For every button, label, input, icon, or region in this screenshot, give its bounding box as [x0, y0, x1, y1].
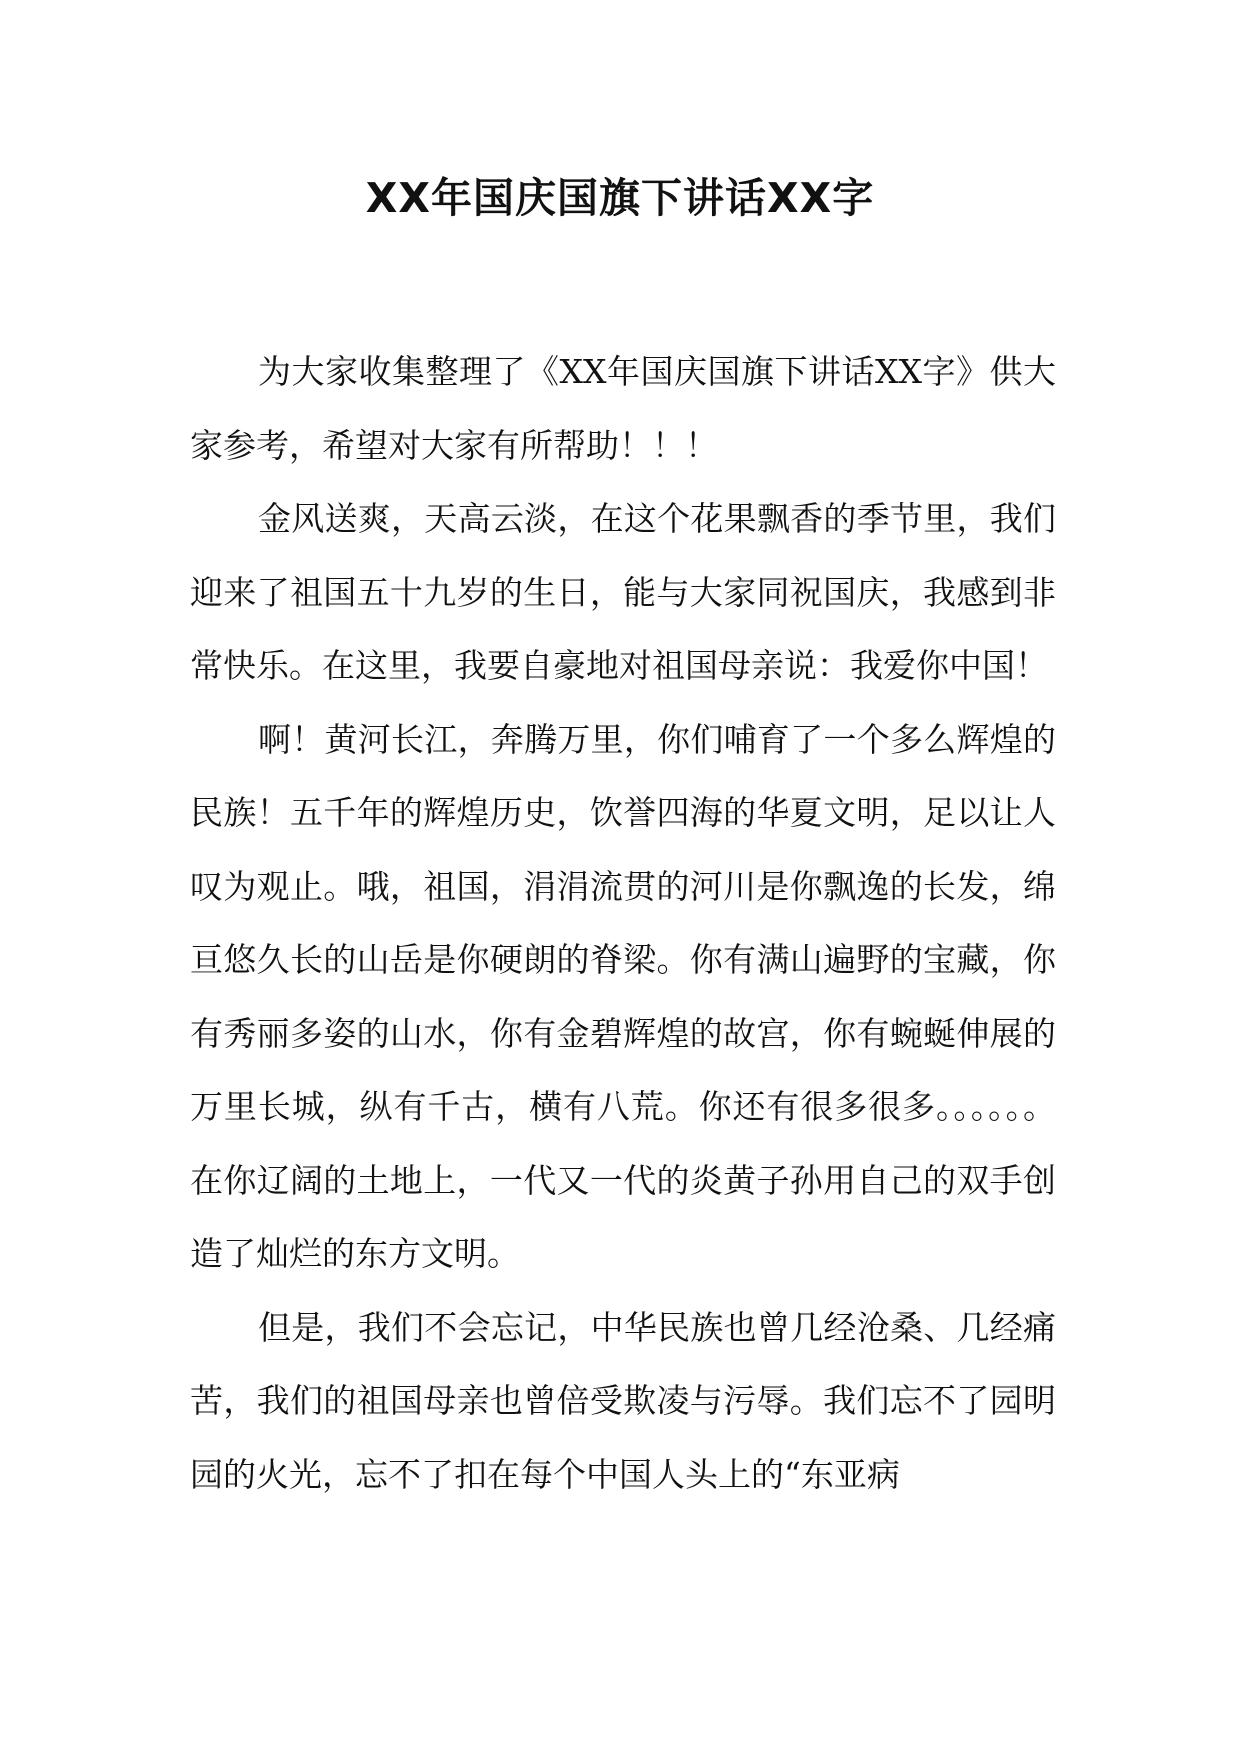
paragraph-history: 但是，我们不会忘记，中华民族也曾几经沧桑、几经痛苦，我们的祖国母亲也曾倍受欺凌与污辱。我们忘不了园明园的火光，忘不了扣在每个中国人头上的“东亚病	[190, 1307, 1056, 1494]
document-body	[190, 335, 1056, 1511]
paragraph-intro: 为大家收集整理了《XX年国庆国旗下讲话XX字》供大家参考，希望对大家有所帮助！！！	[190, 352, 1056, 465]
paragraph-greeting: 金风送爽，天高云淡，在这个花果飘香的季节里，我们迎来了祖国五十九岁的生日，能与大家同祝国庆，我感到非常快乐。在这里，我要自豪地对祖国母亲说：我爱你中国！	[190, 499, 1056, 685]
paragraph-praise: 啊！黄河长江，奔腾万里，你们哺育了一个多么辉煌的民族！五千年的辉煌历史，饮誉四海的华夏文明，足以让人叹为观止。哦，祖国，涓涓流贯的河川是你飘逸的长发，绵亘悠久长的山岳是你硬朗的脊梁。你有满山遍野的宝藏，你有秀丽多姿的山水，你有金碧辉煌的故宫，你有蜿蜒伸展的万里长城，纵有千古，横有八荒。你还有很多很多。。。。。。在你辽阔的土地上，一代又一代的炎黄子孙用自己的双手创造了灿烂的东方文明。	[190, 719, 1056, 1273]
document-title: XX年国庆国旗下讲话XX字	[365, 174, 875, 222]
